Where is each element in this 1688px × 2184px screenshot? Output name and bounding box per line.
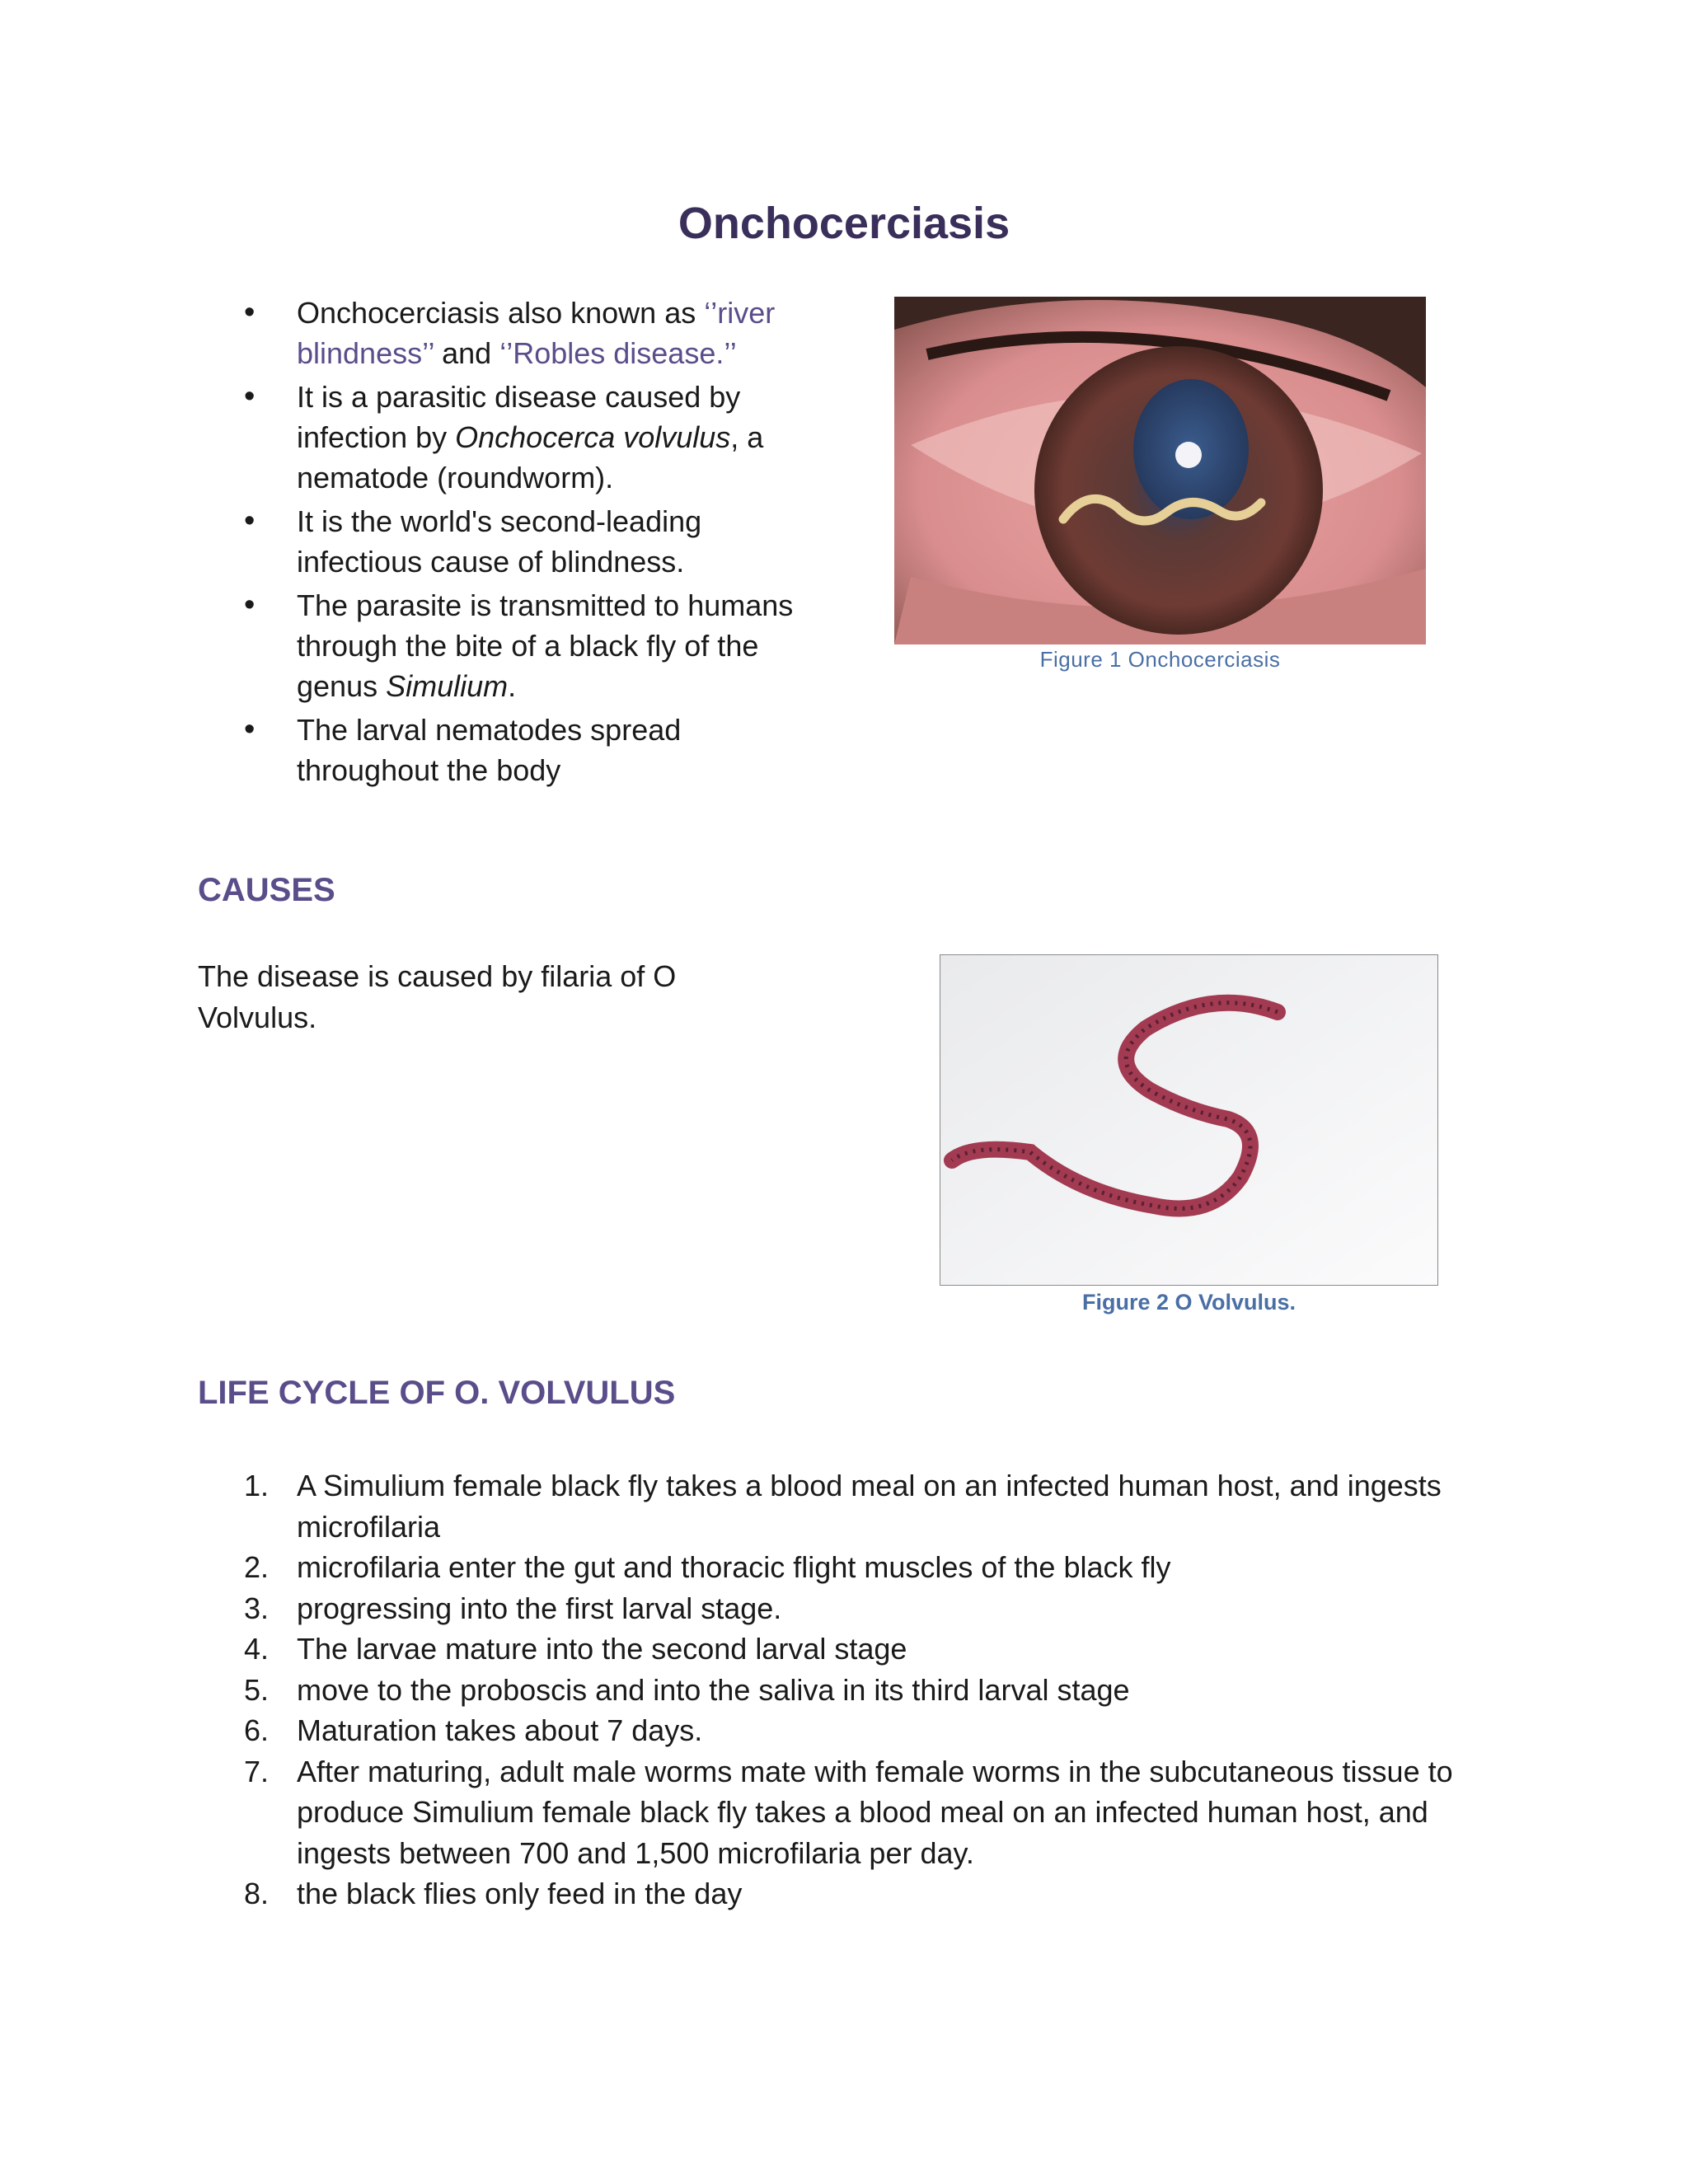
list-item: • It is the world's second-leading infectious cause of blindness. xyxy=(198,501,824,582)
list-item: 5. move to the proboscis and into the saliva in its third larval stage xyxy=(244,1672,1130,1707)
causes-heading: CAUSES xyxy=(198,872,335,908)
list-item: 6. Maturation takes about 7 days. xyxy=(244,1713,703,1747)
list-item: 8. the black flies only feed in the day xyxy=(244,1877,743,1910)
intro-bullet-list xyxy=(198,293,824,794)
list-item: 4. The larvae mature into the second larval stage xyxy=(244,1632,907,1666)
page-title: Onchocerciasis xyxy=(678,199,1010,248)
list-item: • Onchocerciasis also known as ‘’river blindness’’ and ‘’Robles disease.’’ xyxy=(198,293,824,373)
life-cycle-list xyxy=(198,1465,1484,1915)
list-item: 7. After maturing, adult male worms mate with female worms in the subcutaneous tissue to produce Simulium female black fly takes a blood meal on an infected human host, and ingests between 700 and 1,500 microfilaria per day. xyxy=(244,1754,1453,1870)
eye-photo xyxy=(894,297,1426,644)
figure-2-caption: Figure 2 O Volvulus. xyxy=(1081,1290,1296,1315)
causes-text: The disease is caused by filaria of O Volvulus. xyxy=(198,959,677,1034)
list-item: 3. progressing into the first larval stage. xyxy=(244,1591,782,1625)
list-item: • The larval nematodes spread throughout the body xyxy=(198,710,824,790)
worm-photo xyxy=(940,954,1438,1286)
list-item: • The parasite is transmitted to humans through the bite of a black fly of the genus Simulium. xyxy=(198,585,824,706)
life-cycle-heading: LIFE CYCLE OF O. VOLVULUS xyxy=(198,1375,676,1411)
figure-1-caption: Figure 1 Onchocerciasis xyxy=(1039,647,1281,672)
list-item: 2. microfilaria enter the gut and thoracic flight muscles of the black fly xyxy=(244,1550,1171,1584)
list-item: • It is a parasitic disease caused by infection by Onchocerca volvulus, a nematode (roundworm). xyxy=(198,377,824,498)
list-item: 1. A Simulium female black fly takes a blood meal on an infected human host, and ingests microfilaria xyxy=(244,1469,1442,1544)
